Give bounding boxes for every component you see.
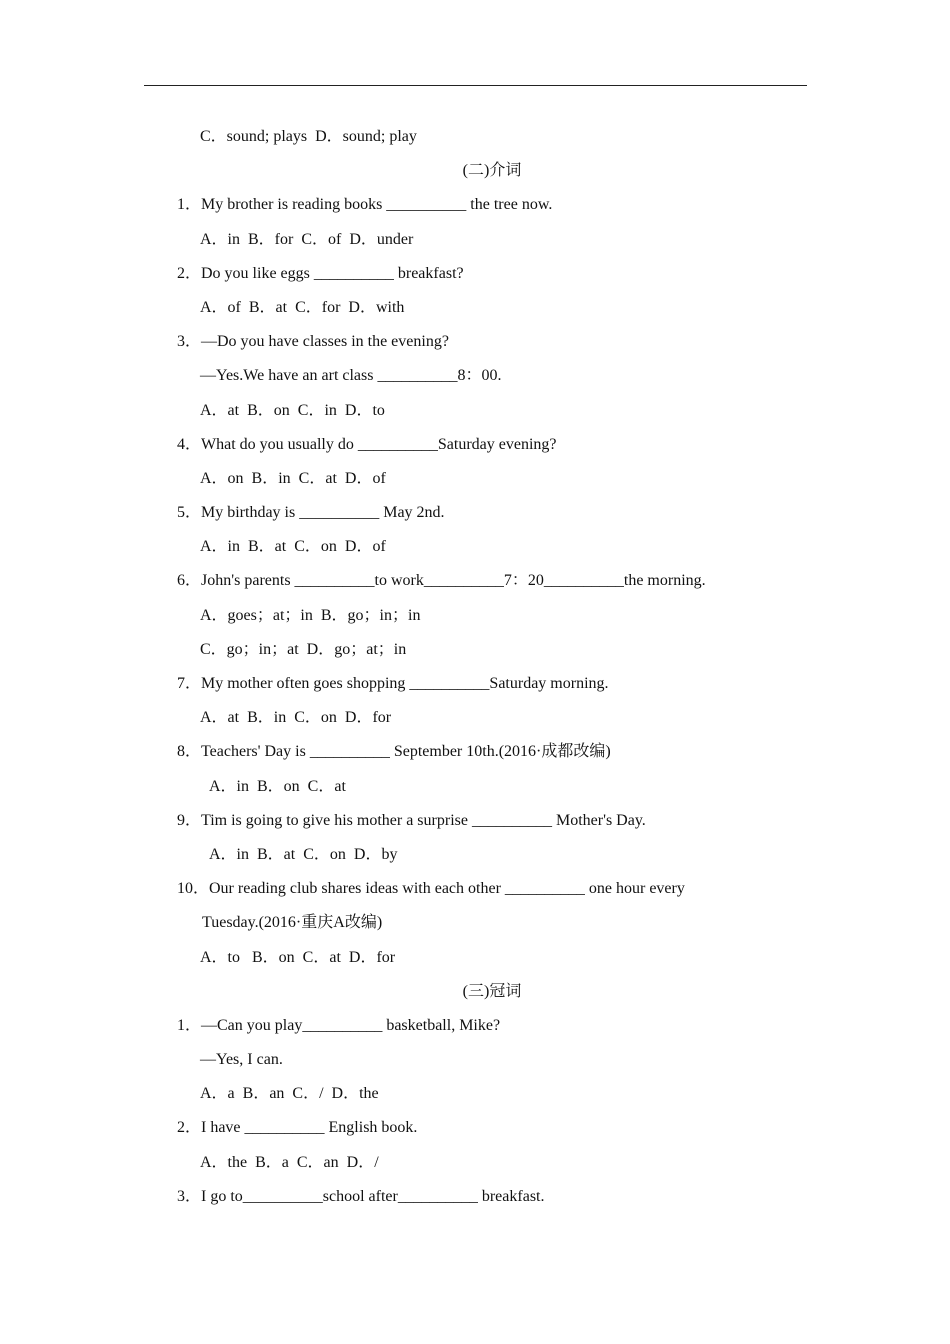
question-line: 5．My birthday is __________ May 2nd. [177,504,445,522]
question-line: 2．Do you like eggs __________ breakfast? [177,264,464,282]
header-rule [144,85,807,86]
options-line: A．of B．at C．for D．with [200,298,405,316]
options-line: C．go；in；at D．go；at；in [200,640,407,658]
question-line: 1．—Can you play__________ basketball, Mike? [177,1016,501,1034]
options-line: A．goes；at；in B．go；in；in [200,606,421,624]
options-line: A．a B．an C．/ D．the [200,1085,379,1103]
question-line: 2．I have __________ English book. [177,1119,418,1137]
document-body [0,120,950,1214]
options-line: A．at B．on C．in D．to [200,401,385,419]
dialogue-line: —Yes.We have an art class __________8：00. [200,367,502,385]
question-line: 7．My mother often goes shopping __________Saturday morning. [177,675,609,692]
question-line: 4．What do you usually do __________Saturday evening? [177,435,557,453]
section-heading: (三)冠词 [462,982,522,1000]
options-line: A．in B．at C．on D．of [200,538,386,556]
question-line: 1．My brother is reading books __________ the tree now. [177,196,553,214]
section-heading: (二)介词 [462,162,522,180]
question-line: 8．Teachers' Day is __________ September 10th.(2016·成都改编) [177,743,611,761]
options-line: A．the B．a C．an D．/ [200,1153,379,1171]
question-line: 6．John's parents __________to work__________7：20__________the morning. [177,572,706,590]
question-line: 9．Tim is going to give his mother a surprise __________ Mother's Day. [177,811,646,829]
options-line: A．on B．in C．at D．of [200,469,386,487]
question-line: 3．—Do you have classes in the evening? [177,333,449,351]
options-line: A．at B．in C．on D．for [200,709,392,727]
question-continuation: Tuesday.(2016·重庆A改编) [202,914,383,932]
question-line: 10．Our reading club shares ideas with each other __________ one hour every [177,880,685,898]
options-line: A．in B．for C．of D．under [200,230,414,248]
dialogue-line: —Yes, I can. [200,1051,283,1069]
options-line: A．to B．on C．at D．for [200,948,396,966]
question-line: 3．I go to__________school after__________ breakfast. [177,1187,545,1205]
options-line: C．sound; plays D．sound; play [200,128,417,145]
options-line: A．in B．at C．on D．by [209,845,398,863]
options-line: A．in B．on C．at [209,777,346,795]
